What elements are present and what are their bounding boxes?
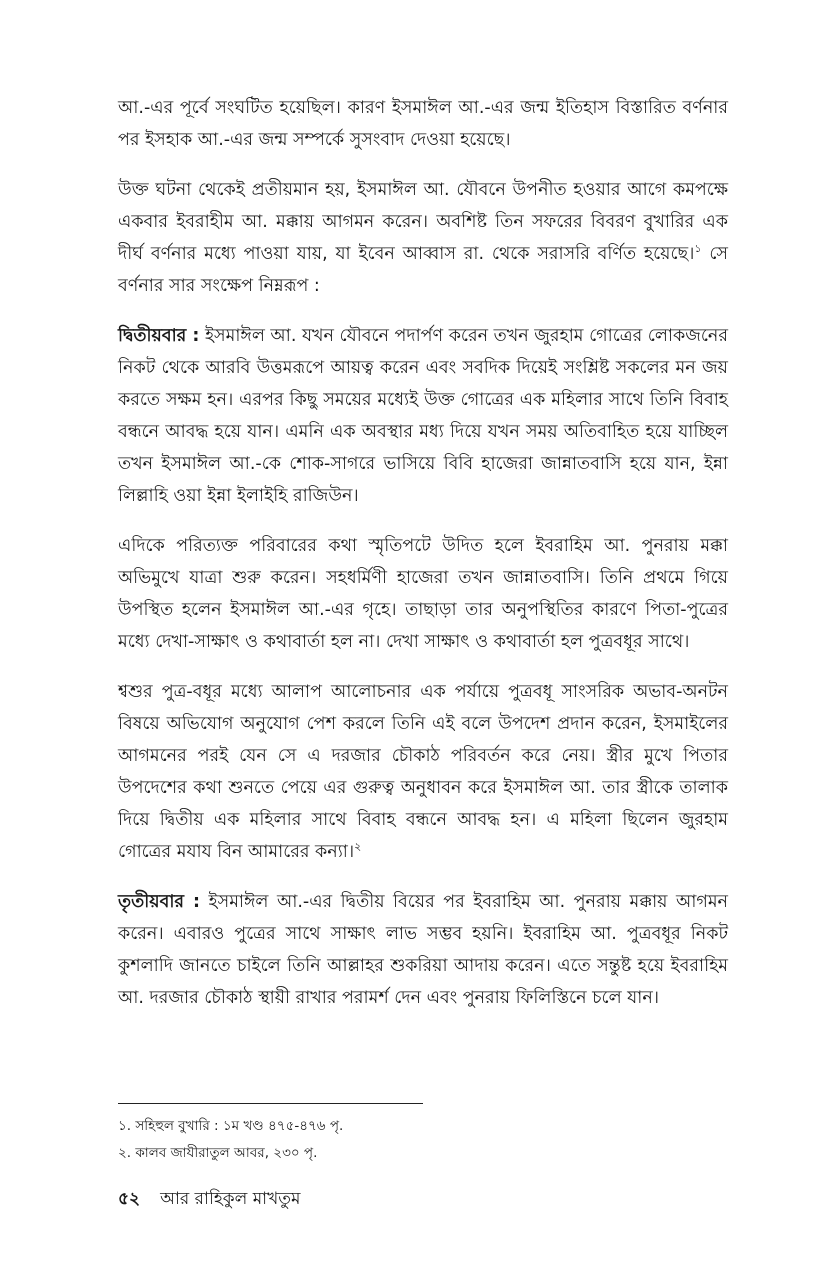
footnote-divider — [118, 1103, 423, 1104]
paragraph-6 — [118, 886, 728, 1014]
page-footer — [118, 1186, 300, 1212]
book-title: আর রাহিকুল মাখতুম — [160, 1189, 301, 1209]
paragraph-text: আ.-এর পূর্বে সংঘটিত হয়েছিল। কারণ ইসমাঈল আ.-এর জন্ম ইতিহাস বিস্তারিত বর্ণনার পর ইসহাক আ.-এর জন্ম সম্পর্কে সুসংবাদ দেওয়া হয়েছে। — [118, 98, 728, 150]
paragraph-4 — [118, 530, 728, 658]
footnote-mark: ১ — [694, 242, 702, 256]
paragraph-text: এদিকে পরিত্যক্ত পরিবারের কথা স্মৃতিপটে উদিত হলে ইবরাহিম আ. পুনরায় মক্কা অভিমুখে যাত্রা শুরু করেন। সহধর্মিণী হাজেরা তখন জান্নাতবাসি। তিনি প্রথমে গিয়ে উপস্থিত হলেন ইসমাঈল আ.-এর গৃহে। তাছাড়া তার অনুপস্থিতির কারণে পিতা-পুত্রের মধ্যে দেখা-সাক্ষাৎ ও কথাবার্তা হল না। দেখা সাক্ষাৎ ও কথাবার্তা হল পুত্রবধূর সাথে। — [118, 536, 728, 652]
paragraph-5 — [118, 676, 728, 868]
paragraph-text: উক্ত ঘটনা থেকেই প্রতীয়মান হয়, ইসমাঈল আ. যৌবনে উপনীত হওয়ার আগে কমপক্ষে একবার ইবরাহীম আ. মক্কায় আগমন করেন। অবশিষ্ট তিন সফরের বিবরণ বুখারির এক দীর্ঘ বর্ণনার মধ্যে পাওয়া যায়, যা ইবেন আব্বাস রা. থেকে সরাসরি বর্ণিত হয়েছে। — [118, 180, 728, 264]
paragraph-1 — [118, 92, 728, 156]
footnote-1: ১. সহিহুল বুখারি : ১ম খণ্ড ৪৭৫-৪৭৬ পৃ. — [118, 1118, 344, 1134]
footnotes — [118, 1113, 728, 1167]
page-body — [118, 92, 728, 1032]
paragraph-text: ইসমাঈল আ. যখন যৌবনে পদার্পণ করেন তখন জুরহাম গোত্রের লোকজনের নিকট থেকে আরবি উত্তমরূপে আয়ত্ব করেন এবং সবদিক দিয়েই সংশ্লিষ্ট সকলের মন জয় করতে সক্ষম হন। এরপর কিছু সময়ের মধ্যেই উক্ত গোত্রের এক মহিলার সাথে তিনি বিবাহ বন্ধনে আবদ্ধ হয়ে যান। এমনি এক অবস্থার মধ্য দিয়ে যখন সময় অতিবাহিত হয়ে যাচ্ছিল তখন ইসমাঈল আ.-কে শোক-সাগরে ভাসিয়ে বিবি হাজেরা জান্নাতবাসি হয়ে যান, ইন্না লিল্লাহি ওয়া ইন্না ইলাইহি রাজিউন। — [118, 326, 729, 506]
page-number: ৫২ — [118, 1189, 141, 1209]
paragraph-3 — [118, 320, 728, 512]
paragraph-text: শ্বশুর পুত্র-বধূর মধ্যে আলাপ আলোচনার এক পর্যায়ে পুত্রবধূ সাংসরিক অভাব-অনটন বিষয়ে অভিযোগ অনুযোগ পেশ করলে তিনি এই বলে উপদেশ প্রদান করেন, ইসমাইলের আগমনের পরই যেন সে এ দরজার চৌকাঠ পরিবর্তন করে নেয়। স্ত্রীর মুখে পিতার উপদেশের কথা শুনতে পেয়ে এর গুরুত্ব অনুধাবন করে ইসমাঈল আ. তার স্ত্রীকে তালাক দিয়ে দ্বিতীয় এক মহিলার সাথে বিবাহ বন্ধনে আবদ্ধ হন। এ মহিলা ছিলেন জুরহাম গোত্রের মযায বিন আমারের কন্যা। — [118, 682, 728, 862]
footnote-mark: ২ — [354, 840, 362, 854]
paragraph-text: ইসমাঈল আ.-এর দ্বিতীয় বিয়ের পর ইবরাহিম আ. পুনরায় মক্কায় আগমন করেন। এবারও পুত্রের সাথে সাক্ষাৎ লাভ সম্ভব হয়নি। ইবরাহিম আ. পুত্রবধূর নিকট কুশলাদি জানতে চাইলে তিনি আল্লাহর শুকরিয়া আদায় করেন। এতে সন্তুষ্ট হয়ে ইবরাহিম আ. দরজার চৌকাঠ স্থায়ী রাখার পরামর্শ দেন এবং পুনরায় ফিলিস্তিনে চলে যান। — [118, 892, 728, 1008]
section-label: তৃতীয়বার : — [118, 892, 201, 912]
footnote-2: ২. কালব জাযীরাতুল আবর, ২৩০ পৃ. — [118, 1145, 318, 1161]
section-label: দ্বিতীয়বার : — [118, 326, 200, 346]
paragraph-2 — [118, 174, 728, 302]
paragraph-text-continued: সে বর্ণনার সার সংক্ষেপ নিম্নরূপ : — [118, 244, 728, 296]
